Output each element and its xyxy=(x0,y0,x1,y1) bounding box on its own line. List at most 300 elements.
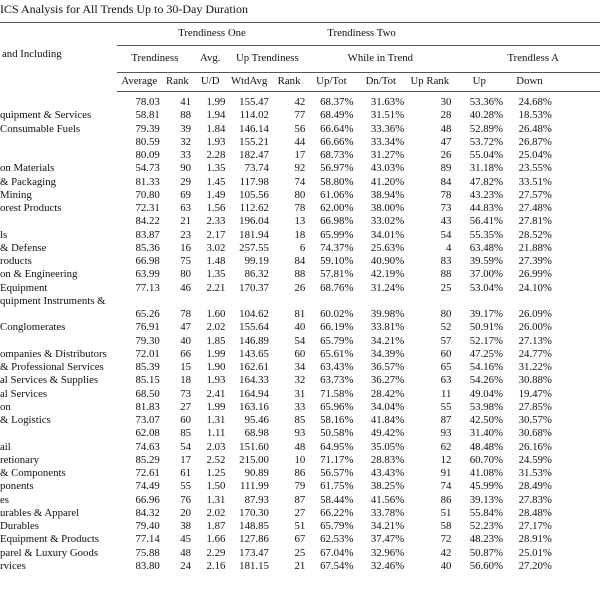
table-cell: 170.37 xyxy=(239,281,269,294)
table-cell: 48.48% xyxy=(469,440,504,453)
subheader-avg: Avg. xyxy=(193,46,227,73)
table-cell: 54.73 xyxy=(135,162,160,175)
table-cell: 31.27% xyxy=(370,149,405,161)
table-cell: 31.24% xyxy=(370,281,405,294)
table-cell: 28.91% xyxy=(518,533,552,546)
table-cell: 73.74 xyxy=(244,162,269,175)
table-cell: 30 xyxy=(440,96,452,108)
table-cell: 33.02% xyxy=(370,215,405,228)
table-cell: 146.14 xyxy=(239,122,269,135)
row-label: & Defense xyxy=(0,241,47,254)
table-cell: 31.53% xyxy=(518,467,552,479)
table-cell: 2.28 xyxy=(206,149,226,161)
table-cell: 182.47 xyxy=(239,149,269,161)
table-cell: 47.82% xyxy=(469,175,504,188)
table-cell: 55.84% xyxy=(469,506,504,519)
table-cell: 2.16 xyxy=(206,559,226,572)
table-cell: 148.85 xyxy=(239,520,269,532)
table-cell: 55.35% xyxy=(469,228,504,241)
table-cell: 66.98 xyxy=(135,255,160,267)
table-cell: 42.50% xyxy=(469,414,504,426)
table-cell: 19.47% xyxy=(518,387,552,400)
table-cell: 35.05% xyxy=(370,440,405,453)
table-cell: 80.09 xyxy=(135,149,160,161)
table-cell: 63.48% xyxy=(469,241,504,254)
table-cell: 2.52 xyxy=(206,453,226,466)
table-cell: 80 xyxy=(440,308,452,320)
row-label-header: and Including xyxy=(2,47,62,60)
table-cell: 68.50 xyxy=(135,387,160,400)
table-cell: 105.56 xyxy=(239,188,269,201)
table-cell: 41.08% xyxy=(469,467,504,479)
table-cell: 39.98% xyxy=(370,308,405,320)
table-cell: 52.89% xyxy=(469,122,504,135)
table-row xyxy=(0,92,600,110)
table-cell: 61 xyxy=(180,467,192,479)
table-cell: 26.87% xyxy=(518,135,552,148)
table-cell: 41.56% xyxy=(370,493,405,506)
table-cell: 99.19 xyxy=(244,255,269,267)
row-label: roducts xyxy=(0,255,32,267)
group-trendiness-two: Trendiness Two xyxy=(307,23,600,46)
table-cell: 79.30 xyxy=(135,334,160,347)
table-cell: 43.43% xyxy=(370,467,405,479)
table-cell: 65 xyxy=(440,361,452,373)
table-cell: 68.76% xyxy=(320,281,354,294)
table-cell: 23.55% xyxy=(518,162,552,175)
table-row xyxy=(0,176,600,189)
table-cell: 1.99 xyxy=(206,347,226,360)
table-cell: 2.41 xyxy=(206,387,226,400)
table-cell xyxy=(355,295,406,308)
table-cell: 58.44% xyxy=(320,493,354,506)
table-cell: 151.60 xyxy=(239,440,269,453)
row-label: Durables xyxy=(0,520,39,532)
table-cell: 1.99 xyxy=(206,400,226,413)
table-cell: 53.72% xyxy=(469,135,504,148)
table-cell xyxy=(453,295,505,308)
table-cell: 27.13% xyxy=(518,334,552,347)
table-row xyxy=(0,361,600,374)
table-cell: 28.42% xyxy=(370,387,405,400)
table-cell: 53.04% xyxy=(469,281,504,294)
table-cell: 78.03 xyxy=(135,96,160,108)
table-cell: 31.40% xyxy=(469,427,504,440)
table-cell: 257.55 xyxy=(239,241,269,254)
table-cell: 2.17 xyxy=(206,228,226,241)
row-label: quipment & Services xyxy=(0,109,92,122)
table-cell: 85 xyxy=(180,427,192,440)
row-label: & Packaging xyxy=(0,175,57,188)
table-cell: 59.10% xyxy=(320,255,354,267)
table-cell: 68.98 xyxy=(244,427,269,440)
table-cell: 40.28% xyxy=(469,109,504,122)
table-cell: 42.19% xyxy=(370,268,405,281)
table-cell: 155.47 xyxy=(239,96,269,108)
table-row xyxy=(0,427,600,440)
table-cell: 93 xyxy=(440,427,452,440)
table-cell: 2.33 xyxy=(206,215,226,228)
table-row xyxy=(0,282,600,295)
table-cell: 27.20% xyxy=(518,559,552,572)
table-cell: 86 xyxy=(440,493,452,506)
table-cell: 66.66% xyxy=(320,135,354,148)
table-cell: 73.07 xyxy=(135,414,160,426)
table-cell: 40 xyxy=(440,559,452,572)
table-cell: 17 xyxy=(294,149,306,161)
row-label: urables & Apparel xyxy=(0,506,80,519)
table-cell: 66.19% xyxy=(320,321,354,334)
table-cell: 64.95% xyxy=(320,440,354,453)
table-cell: 60 xyxy=(294,347,306,360)
table-cell: 43.23% xyxy=(469,188,504,201)
table-row xyxy=(0,441,600,454)
table-cell: 43.03% xyxy=(370,162,405,175)
table-cell: 88 xyxy=(294,268,306,281)
table-cell: 65.26 xyxy=(135,308,160,320)
table-cell: 61.06% xyxy=(320,188,354,201)
table-cell: 91 xyxy=(440,467,452,479)
table-cell: 215.00 xyxy=(239,453,269,466)
table-cell: 90.89 xyxy=(244,467,269,479)
table-cell: 87.93 xyxy=(244,493,269,506)
table-cell: 49.42% xyxy=(370,427,405,440)
table-cell: 2.03 xyxy=(206,440,226,453)
table-cell: 67.04% xyxy=(320,546,354,559)
table-cell: 30.57% xyxy=(518,414,552,426)
table-cell: 26 xyxy=(440,149,452,161)
table-cell: 52.23% xyxy=(469,520,504,532)
table-cell: 2.29 xyxy=(206,546,226,559)
row-label: parel & Luxury Goods xyxy=(0,546,99,559)
table-cell xyxy=(406,295,453,308)
table-cell: 16 xyxy=(180,241,192,254)
table-cell: 56 xyxy=(294,122,306,135)
table-cell: 1.90 xyxy=(206,361,226,373)
table-cell: 93 xyxy=(294,427,306,440)
table-cell: 63.99 xyxy=(135,268,160,281)
table-cell: 163.16 xyxy=(239,400,269,413)
table-row xyxy=(0,560,600,573)
row-label: orest Products xyxy=(0,202,62,214)
table-cell: 69 xyxy=(180,188,192,201)
table-cell: 72.01 xyxy=(135,347,160,360)
table-cell: 83.80 xyxy=(135,559,160,572)
row-label: on & Engineering xyxy=(0,268,78,281)
table-cell: 49.04% xyxy=(469,387,504,400)
col-header: Rank xyxy=(162,73,193,92)
table-cell: 60 xyxy=(180,414,192,426)
table-cell: 51 xyxy=(440,506,452,519)
table-cell: 24.68% xyxy=(518,96,552,108)
table-cell: 73 xyxy=(440,202,452,214)
table-cell: 68.37% xyxy=(320,96,354,108)
table-cell: 74.63 xyxy=(135,440,160,453)
table-cell: 27.83% xyxy=(518,493,552,506)
table-cell: 57.81% xyxy=(320,268,354,281)
table-cell: 155.21 xyxy=(239,135,269,148)
table-cell: 146.89 xyxy=(239,334,269,347)
table-cell: 63 xyxy=(440,374,452,387)
table-cell: 173.47 xyxy=(239,546,269,559)
table-cell: 1.60 xyxy=(206,308,226,320)
table-cell: 40 xyxy=(180,334,192,347)
row-label: Mining xyxy=(0,188,32,201)
table-cell: 74.49 xyxy=(135,480,160,493)
table-row xyxy=(0,374,600,387)
table-cell: 47.25% xyxy=(469,347,504,360)
table-cell: 81 xyxy=(294,308,306,320)
table-row xyxy=(0,321,600,334)
table-cell: 1.31 xyxy=(206,414,226,426)
subheader-trendiness: Trendiness xyxy=(117,46,193,73)
table-cell: 27.57% xyxy=(518,188,552,201)
table-cell: 77 xyxy=(294,109,306,122)
row-label: ponents xyxy=(0,480,34,493)
table-cell: 31.51% xyxy=(370,109,405,122)
table-header xyxy=(0,23,600,92)
table-body xyxy=(0,92,600,574)
table-row xyxy=(0,123,600,136)
table-cell: 85.15 xyxy=(135,374,160,387)
subheader-while-in-trend: While in Trend xyxy=(307,46,453,73)
table-cell: 51 xyxy=(294,520,306,532)
table-cell: 61.75% xyxy=(320,480,354,493)
table-cell: 58.16% xyxy=(320,414,354,426)
table-cell: 66.64% xyxy=(320,122,354,135)
table-cell: 88 xyxy=(440,268,452,281)
table-cell: 31.18% xyxy=(469,162,504,175)
table-cell: 85.29 xyxy=(135,453,160,466)
table-cell: 25 xyxy=(294,546,306,559)
table-row xyxy=(0,308,600,321)
table-cell: 79 xyxy=(294,480,306,493)
table-row xyxy=(0,202,600,215)
table-row xyxy=(0,520,600,533)
table-cell: 77.13 xyxy=(135,281,160,294)
table-cell: 38.94% xyxy=(370,188,405,201)
table-cell xyxy=(505,295,554,308)
table-cell: 1.45 xyxy=(206,175,226,188)
table-row xyxy=(0,136,600,149)
table-cell: 81.83 xyxy=(135,400,160,413)
table-cell: 33.51% xyxy=(518,175,552,188)
table-cell: 67 xyxy=(294,533,306,546)
table-row xyxy=(0,494,600,507)
table-cell: 21 xyxy=(180,215,192,228)
table-cell: 63.43% xyxy=(320,361,354,373)
row-label: on xyxy=(0,400,11,413)
table-cell: 34.04% xyxy=(370,400,405,413)
table-cell: 1.85 xyxy=(206,334,226,347)
table-cell: 54 xyxy=(294,334,306,347)
table-cell: 28.48% xyxy=(518,506,552,519)
table-cell: 196.04 xyxy=(239,215,269,228)
table-cell: 48 xyxy=(294,440,306,453)
table-cell: 83.87 xyxy=(135,228,160,241)
table-cell xyxy=(193,295,227,308)
col-header: Dn/Tot xyxy=(355,73,406,92)
table-cell: 26.16% xyxy=(518,440,552,453)
table-cell: 88 xyxy=(180,109,192,122)
table-cell: 1.56 xyxy=(206,202,226,214)
row-label: on Materials xyxy=(0,162,55,175)
table-cell: 34.21% xyxy=(370,334,405,347)
table-cell: 28.83% xyxy=(370,453,405,466)
table-cell: 78 xyxy=(294,202,306,214)
table-row xyxy=(0,268,600,281)
table-cell: 60 xyxy=(440,347,452,360)
table-row xyxy=(0,533,600,546)
table-cell: 114.02 xyxy=(239,109,269,122)
table-cell: 18.53% xyxy=(518,109,552,122)
table-cell: 33.36% xyxy=(370,122,405,135)
row-label xyxy=(0,136,117,149)
table-cell: 26.00% xyxy=(518,321,552,334)
table-row xyxy=(0,480,600,493)
row-label: quipment Instruments & xyxy=(0,294,106,307)
table-cell: 27 xyxy=(294,506,306,519)
table-cell: 11 xyxy=(441,387,452,400)
table-cell: 27.39% xyxy=(518,255,552,267)
table-cell: 39.17% xyxy=(469,308,504,320)
row-label: & Components xyxy=(0,467,66,479)
table-cell: 85.36 xyxy=(135,241,160,254)
table-cell: 85 xyxy=(294,414,306,426)
row-label: es xyxy=(0,493,9,506)
table-cell: 111.99 xyxy=(239,480,269,493)
table-cell: 33 xyxy=(294,400,306,413)
table-cell: 20 xyxy=(180,506,192,519)
analysis-table xyxy=(0,22,600,573)
table-cell: 40 xyxy=(294,321,306,334)
col-header: WtdAvg xyxy=(227,73,270,92)
table-cell: 25.63% xyxy=(370,241,405,254)
table-cell: 28.49% xyxy=(518,480,552,493)
row-label: retionary xyxy=(0,453,39,466)
table-row xyxy=(0,229,600,242)
table-cell: 79.40 xyxy=(135,520,160,532)
table-cell: 76.91 xyxy=(135,321,160,334)
table-cell: 31.22% xyxy=(518,361,552,373)
table-cell: 58.81 xyxy=(135,109,160,122)
table-cell: 143.65 xyxy=(239,347,269,360)
table-cell: 65.79% xyxy=(320,334,354,347)
table-cell: 13 xyxy=(294,215,306,228)
table-cell: 112.62 xyxy=(239,202,269,214)
table-cell: 32 xyxy=(180,135,192,148)
table-cell: 37.00% xyxy=(469,268,504,281)
table-cell: 1.94 xyxy=(206,109,226,122)
table-cell: 62.53% xyxy=(320,533,354,546)
table-cell: 181.15 xyxy=(239,559,269,572)
table-cell xyxy=(227,295,270,308)
table-cell: 31 xyxy=(294,387,306,400)
table-cell: 72 xyxy=(440,533,452,546)
table-cell: 48.23% xyxy=(469,533,504,546)
table-cell: 29 xyxy=(180,175,192,188)
table-cell: 41.20% xyxy=(370,175,405,188)
table-cell: 84.22 xyxy=(135,215,160,228)
table-cell: 53.36% xyxy=(469,96,504,108)
table-row xyxy=(0,109,600,122)
table-cell: 30.68% xyxy=(518,427,552,440)
row-label: Equipment xyxy=(0,281,48,294)
table-cell: 65.96% xyxy=(320,400,354,413)
table-cell: 26.48% xyxy=(518,122,552,135)
table-cell: 47 xyxy=(180,321,192,334)
table-cell: 155.64 xyxy=(239,321,269,334)
table-cell: 26.99% xyxy=(518,268,552,281)
table-cell: 17 xyxy=(180,453,192,466)
table-cell: 33.78% xyxy=(370,506,405,519)
table-cell: 1.31 xyxy=(206,493,226,506)
table-cell: 87 xyxy=(440,414,452,426)
row-label: ls xyxy=(0,228,8,241)
table-cell: 10 xyxy=(294,453,306,466)
row-label xyxy=(0,308,117,321)
table-cell: 53.98% xyxy=(469,400,504,413)
table-cell: 32.46% xyxy=(370,559,405,572)
table-cell: 28 xyxy=(440,109,452,122)
table-cell: 52.17% xyxy=(469,334,504,347)
table-cell: 25.01% xyxy=(518,546,552,559)
col-header: Up Rank xyxy=(406,73,453,92)
table-cell: 34 xyxy=(294,361,306,373)
table-cell: 117.98 xyxy=(239,175,269,188)
table-cell: 127.86 xyxy=(239,533,269,546)
table-cell: 63.73% xyxy=(320,374,354,387)
table-cell: 83 xyxy=(440,255,452,267)
table-cell: 54 xyxy=(180,440,192,453)
table-cell: 39.13% xyxy=(469,493,504,506)
table-cell: 164.33 xyxy=(239,374,269,387)
table-cell: 62 xyxy=(440,440,452,453)
table-cell: 70.80 xyxy=(135,188,160,201)
table-cell: 38.25% xyxy=(370,480,405,493)
table-cell: 56.57% xyxy=(320,467,354,479)
table-cell: 31.63% xyxy=(370,96,405,108)
table-cell: 77.14 xyxy=(135,533,160,546)
table-cell: 21 xyxy=(294,559,306,572)
table-cell: 1.50 xyxy=(206,480,226,493)
table-cell: 24.77% xyxy=(518,347,552,360)
table-cell: 170.30 xyxy=(239,506,269,519)
table-row xyxy=(0,255,600,268)
table-cell: 50.87% xyxy=(469,546,504,559)
table-cell: 63 xyxy=(180,202,192,214)
col-header: Rank xyxy=(271,73,307,92)
table-cell: 57 xyxy=(440,334,452,347)
table-cell: 68.73% xyxy=(320,149,354,161)
table-cell: 1.84 xyxy=(206,122,226,135)
table-cell: 30.88% xyxy=(518,374,552,387)
table-cell: 79.39 xyxy=(135,122,160,135)
table-cell: 1.87 xyxy=(206,520,226,532)
table-row xyxy=(0,295,600,308)
table-cell: 38 xyxy=(180,520,192,532)
table-cell: 47 xyxy=(440,135,452,148)
row-label: Conglomerates xyxy=(0,321,66,334)
table-row xyxy=(0,547,600,560)
table-cell: 85.39 xyxy=(135,361,160,373)
table-cell: 24.59% xyxy=(518,453,552,466)
table-cell: 1.11 xyxy=(206,427,226,440)
page-title: ICS Analysis for All Trends Up to 30-Day Duration xyxy=(0,2,249,16)
table-cell: 81.33 xyxy=(135,175,160,188)
col-header: Down xyxy=(505,73,554,92)
table-cell: 66.22% xyxy=(320,506,354,519)
